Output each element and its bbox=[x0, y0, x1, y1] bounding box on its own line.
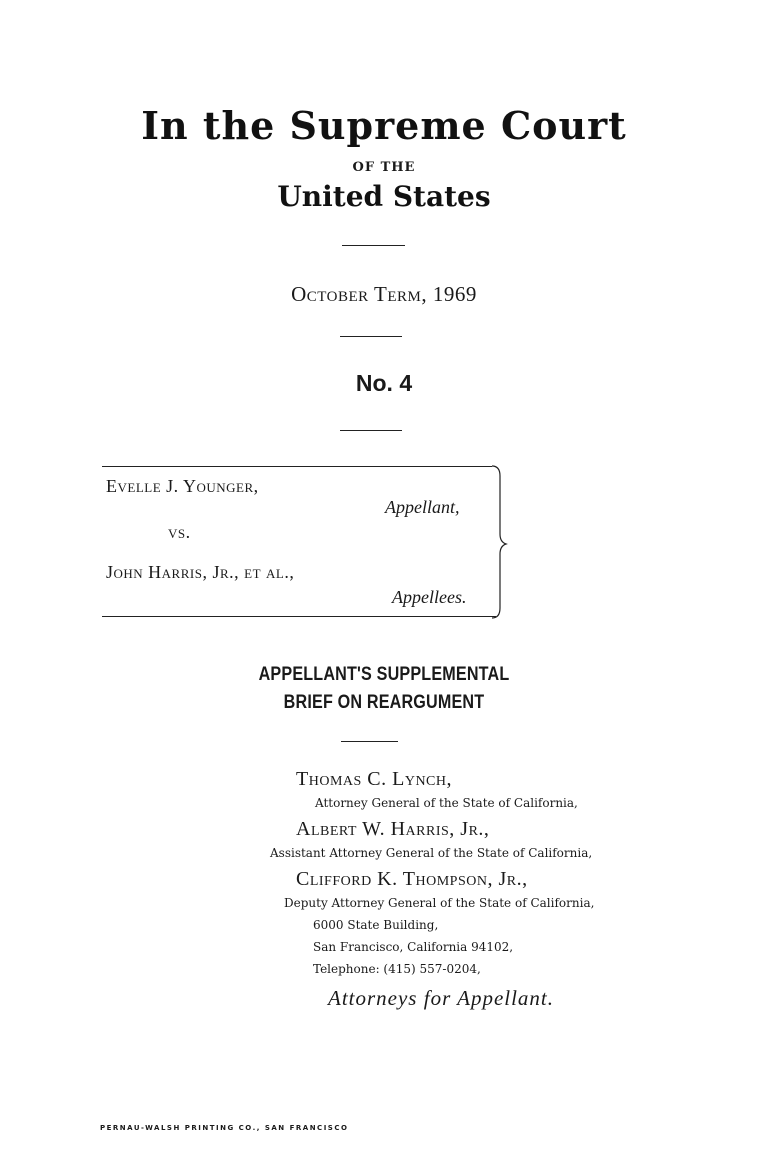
appellant-name: Evelle J. Younger, bbox=[106, 476, 259, 496]
brief-title-line1: APPELLANT'S SUPPLEMENTAL bbox=[258, 664, 510, 685]
case-number: No. 4 bbox=[355, 370, 413, 396]
court-title: In the Supreme Court bbox=[141, 103, 627, 148]
brief-title-line2: BRIEF ON REARGUMENT bbox=[283, 692, 485, 713]
divider bbox=[340, 430, 402, 431]
attorneys-for: Attorneys for Appellant. bbox=[328, 986, 555, 1010]
of-the-label: OF THE bbox=[352, 160, 416, 175]
divider bbox=[341, 741, 398, 742]
caption-top-rule bbox=[102, 466, 492, 467]
counsel-telephone: Telephone: (415) 557-0204, bbox=[313, 962, 481, 976]
appellees-name: John Harris, Jr., et al., bbox=[106, 562, 295, 582]
appellees-role: Appellees. bbox=[392, 587, 467, 607]
printer-imprint: PERNAU-WALSH PRINTING CO., SAN FRANCISCO bbox=[100, 1124, 349, 1132]
counsel-name-3: Clifford K. Thompson, Jr., bbox=[296, 868, 528, 890]
caption-bracket bbox=[490, 462, 516, 622]
country-title: United States bbox=[277, 180, 491, 213]
counsel-name-1: Thomas C. Lynch, bbox=[296, 768, 453, 790]
divider bbox=[340, 336, 402, 337]
caption-bottom-rule bbox=[102, 616, 496, 617]
counsel-address-1: 6000 State Building, bbox=[313, 918, 439, 932]
counsel-address-2: San Francisco, California 94102, bbox=[313, 940, 514, 954]
counsel-title-1: Attorney General of the State of California, bbox=[315, 796, 578, 810]
counsel-title-2: Assistant Attorney General of the State of California, bbox=[270, 846, 593, 860]
counsel-title-3: Deputy Attorney General of the State of California, bbox=[284, 896, 595, 910]
term-line: October Term, 1969 bbox=[291, 282, 477, 306]
counsel-name-2: Albert W. Harris, Jr., bbox=[296, 818, 490, 840]
divider bbox=[342, 245, 405, 246]
appellant-role: Appellant, bbox=[385, 497, 460, 517]
versus-label: vs. bbox=[168, 522, 191, 542]
